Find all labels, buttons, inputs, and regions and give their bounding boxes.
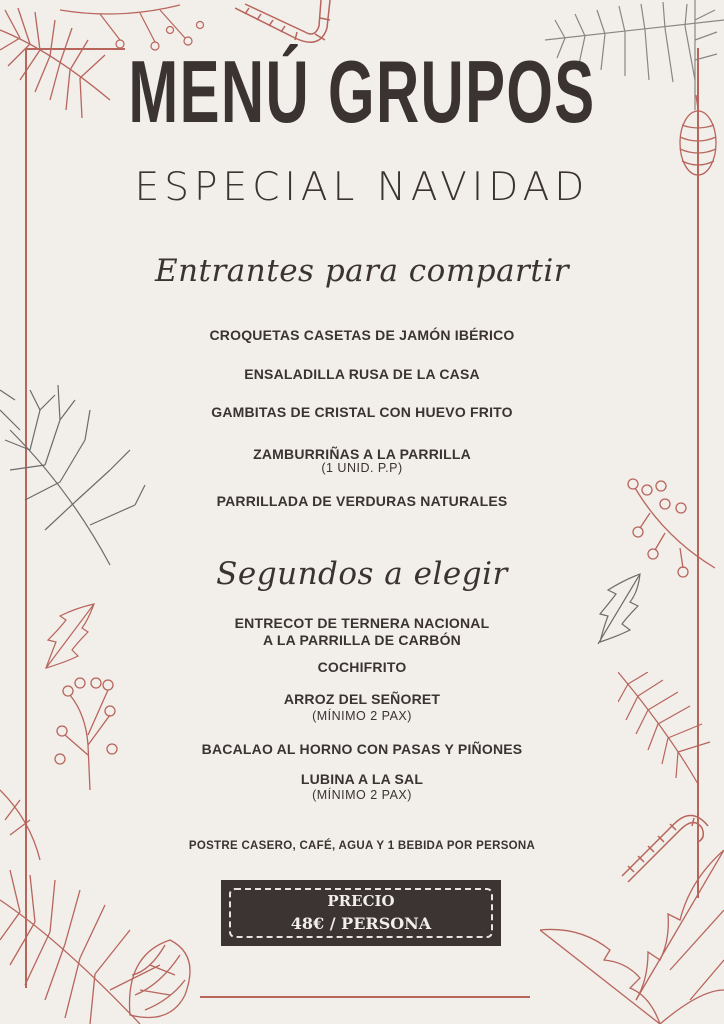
frame-line-bottom bbox=[200, 996, 530, 998]
page-title: MENÚ GRUPOS bbox=[128, 42, 596, 141]
pine-cone-icon bbox=[120, 935, 195, 1024]
menu-item: COCHIFRITO bbox=[317, 659, 407, 675]
menu-item: LUBINA A LA SAL bbox=[300, 771, 424, 787]
price-box bbox=[221, 880, 501, 946]
menu-item: GAMBITAS DE CRISTAL CON HUEVO FRITO bbox=[211, 404, 513, 420]
menu-item: PARRILLADA DE VERDURAS NATURALES bbox=[216, 493, 508, 509]
holly-leaf-icon bbox=[540, 850, 724, 1024]
menu-item: ENSALADILLA RUSA DE LA CASA bbox=[244, 366, 480, 382]
price-label: PRECIO bbox=[327, 892, 395, 910]
menu-item: A LA PARRILLA DE CARBÓN bbox=[263, 632, 461, 648]
menu-item-note: (MÍNIMO 2 PAX) bbox=[312, 788, 412, 802]
menu-item: ARROZ DEL SEÑORET bbox=[283, 691, 441, 707]
mains-heading: Segundos a elegir bbox=[216, 556, 508, 592]
page-subtitle: ESPECIAL NAVIDAD bbox=[134, 165, 590, 210]
menu-item: CROQUETAS CASETAS DE JAMÓN IBÉRICO bbox=[209, 327, 515, 343]
menu-item: BACALAO AL HORNO CON PASAS Y PIÑONES bbox=[201, 741, 523, 757]
menu-item-note: (MÍNIMO 2 PAX) bbox=[312, 709, 412, 723]
price-value: 48€ / PERSONA bbox=[290, 914, 432, 933]
menu-item: ZAMBURRIÑAS A LA PARRILLA bbox=[253, 446, 471, 462]
menu-item-note: (1 UNID. P.P) bbox=[321, 461, 403, 475]
menu-item: ENTRECOT DE TERNERA NACIONAL bbox=[234, 615, 490, 631]
starters-heading: Entrantes para compartir bbox=[154, 253, 570, 289]
includes-note: POSTRE CASERO, CAFÉ, AGUA Y 1 BEBIDA POR PERSONA bbox=[188, 840, 536, 852]
